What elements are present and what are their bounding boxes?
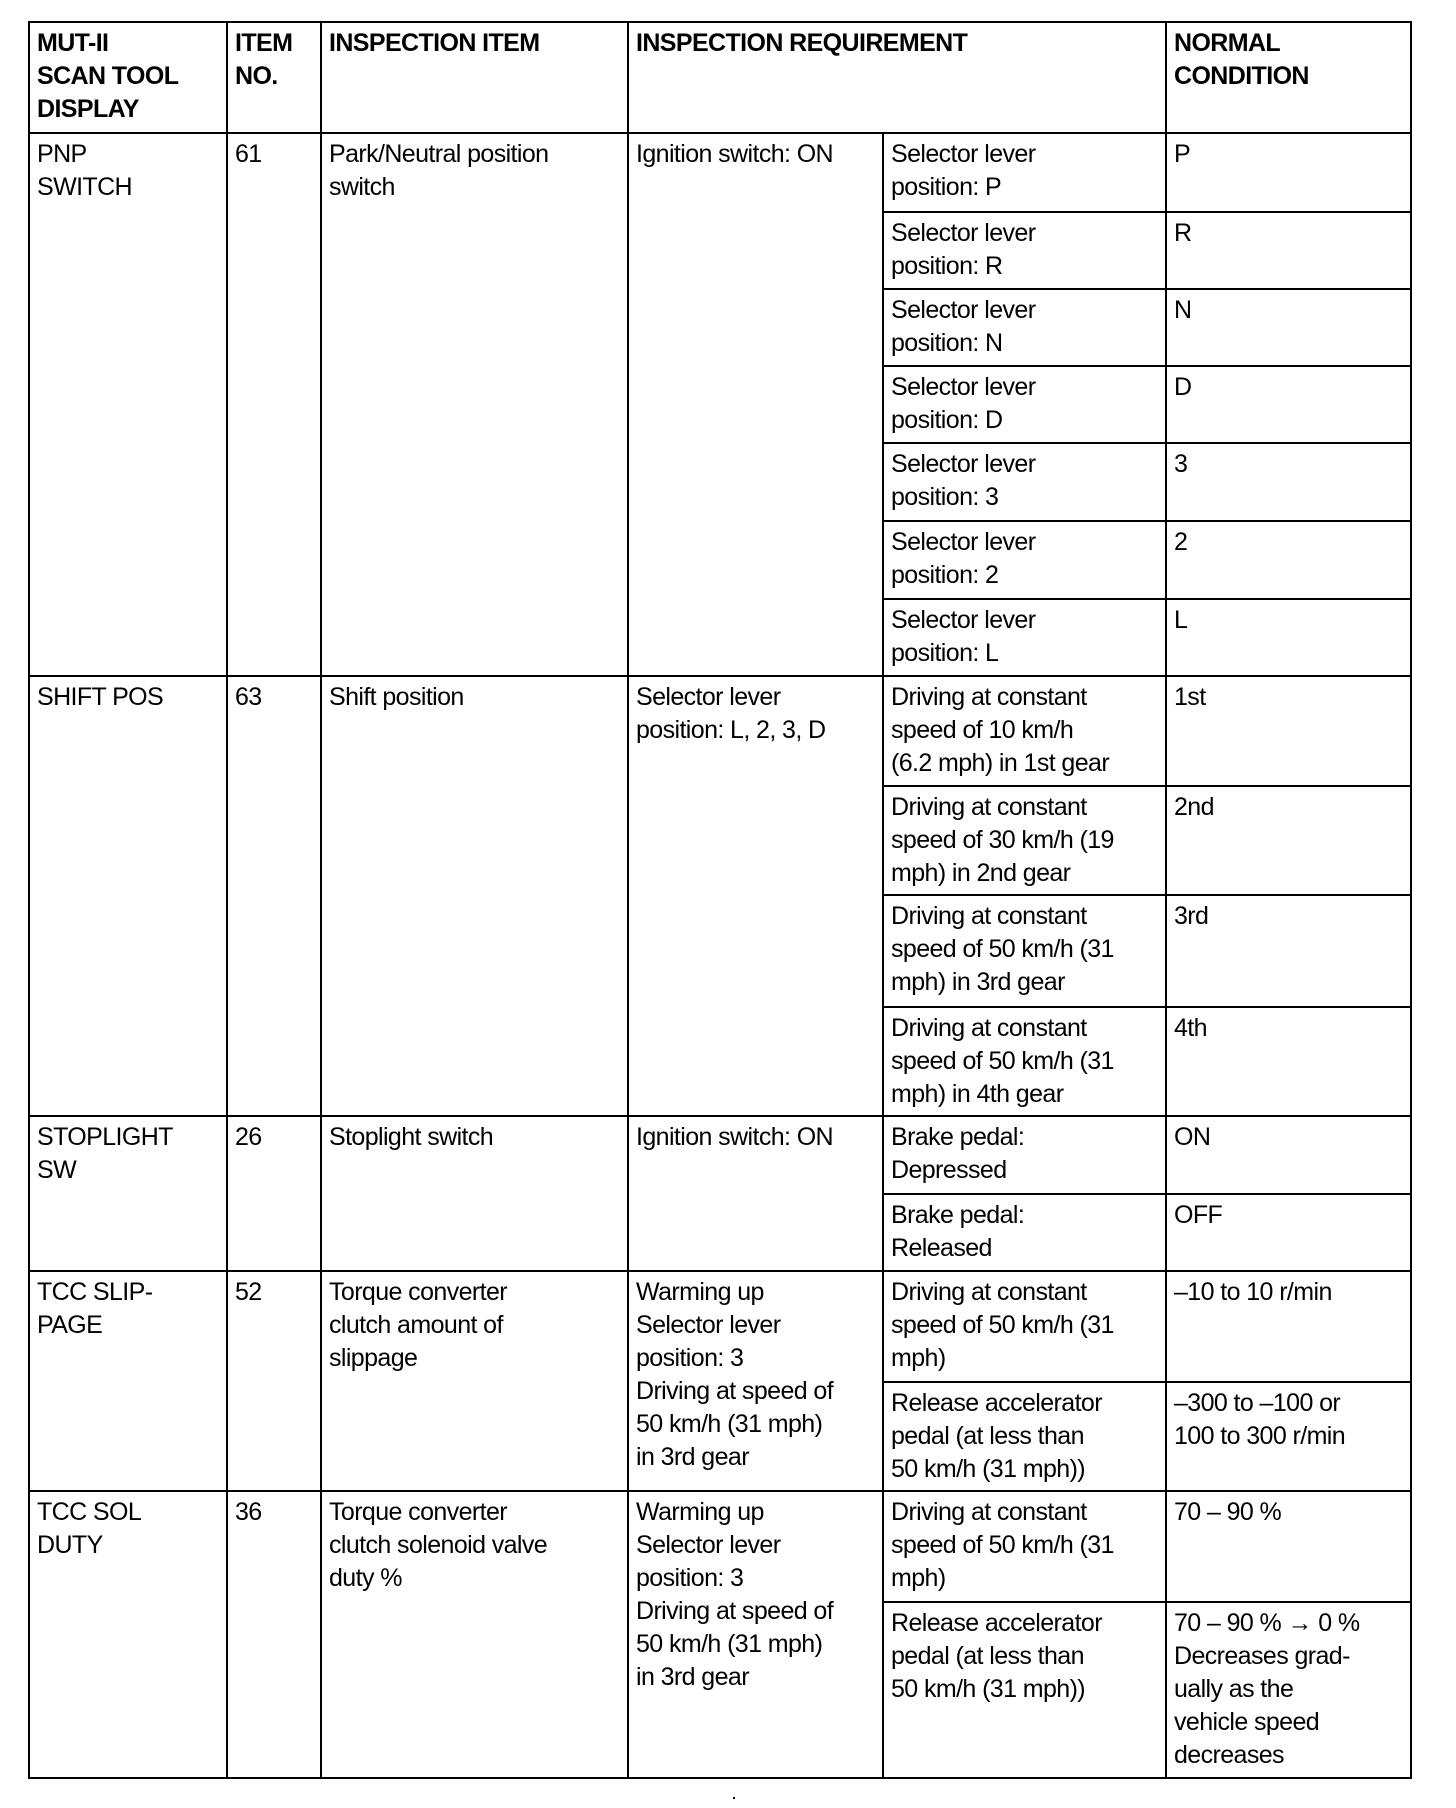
scan-tool-display-cell: PNP SWITCH [29,133,227,676]
condition-detail-cell: Driving at constant speed of 50 km/h (31 mph) in 4th gear [883,1007,1166,1116]
item-no-cell: 61 [227,133,321,676]
header-normal-condition: NORMAL CONDITION [1166,22,1411,133]
normal-condition-cell: OFF [1166,1194,1411,1271]
normal-condition-cell: –10 to 10 r/min [1166,1271,1411,1382]
header-inspection-requirement: INSPECTION REQUIREMENT [628,22,1166,133]
page-speck [733,1797,735,1799]
inspection-item-cell: Park/Neutral position switch [321,133,628,676]
scan-tool-display-cell: STOPLIGHT SW [29,1116,227,1271]
item-no-cell: 63 [227,676,321,1116]
item-no-cell: 36 [227,1491,321,1778]
normal-condition-cell: L [1166,599,1411,676]
inspection-item-cell: Torque converter clutch amount of slippage [321,1271,628,1491]
normal-condition-cell: 2nd [1166,786,1411,895]
scan-tool-display-cell: SHIFT POS [29,676,227,1116]
normal-condition-cell: R [1166,212,1411,289]
inspection-requirement-cell: Ignition switch: ON [628,1116,883,1271]
inspection-requirement-cell: Selector lever position: L, 2, 3, D [628,676,883,1116]
normal-condition-cell: 4th [1166,1007,1411,1116]
condition-detail-cell: Selector lever position: P [883,133,1166,212]
inspection-item-cell: Stoplight switch [321,1116,628,1271]
normal-condition-cell: N [1166,289,1411,366]
table-row [29,133,1411,212]
item-no-cell: 26 [227,1116,321,1271]
condition-detail-cell: Driving at constant speed of 50 km/h (31 mph) in 3rd gear [883,895,1166,1007]
table-row [29,676,1411,786]
table-row [29,1271,1411,1382]
condition-detail-cell: Selector lever position: N [883,289,1166,366]
scan-tool-display-cell: TCC SLIP- PAGE [29,1271,227,1491]
normal-condition-cell: 1st [1166,676,1411,786]
condition-detail-cell: Driving at constant speed of 10 km/h (6.2 mph) in 1st gear [883,676,1166,786]
normal-condition-cell: P [1166,133,1411,212]
condition-detail-cell: Selector lever position: R [883,212,1166,289]
header-item-no: ITEM NO. [227,22,321,133]
normal-condition-cell: D [1166,366,1411,443]
header-scan-tool-display: MUT-II SCAN TOOL DISPLAY [29,22,227,133]
table-row [29,1491,1411,1602]
condition-detail-cell: Release accelerator pedal (at less than 50 km/h (31 mph)) [883,1382,1166,1491]
condition-detail-cell: Driving at constant speed of 50 km/h (31 mph) [883,1271,1166,1382]
condition-detail-cell: Brake pedal: Depressed [883,1116,1166,1194]
condition-detail-cell: Selector lever position: L [883,599,1166,676]
condition-detail-cell: Driving at constant speed of 50 km/h (31 mph) [883,1491,1166,1602]
normal-condition-cell: ON [1166,1116,1411,1194]
condition-detail-cell: Selector lever position: 3 [883,443,1166,521]
inspection-item-cell: Torque converter clutch solenoid valve duty % [321,1491,628,1778]
condition-detail-cell: Selector lever position: D [883,366,1166,443]
normal-condition-cell: 3 [1166,443,1411,521]
inspection-table [28,21,1412,1779]
condition-detail-cell: Driving at constant speed of 30 km/h (19 mph) in 2nd gear [883,786,1166,895]
condition-detail-cell: Brake pedal: Released [883,1194,1166,1271]
header-inspection-item: INSPECTION ITEM [321,22,628,133]
inspection-requirement-cell: Warming up Selector lever position: 3 Driving at speed of 50 km/h (31 mph) in 3rd gear [628,1491,883,1778]
condition-detail-cell: Selector lever position: 2 [883,521,1166,599]
normal-condition-cell: 2 [1166,521,1411,599]
inspection-requirement-cell: Warming up Selector lever position: 3 Driving at speed of 50 km/h (31 mph) in 3rd gear [628,1271,883,1491]
normal-condition-cell: 3rd [1166,895,1411,1007]
table-row [29,1116,1411,1194]
scan-tool-display-cell: TCC SOL DUTY [29,1491,227,1778]
inspection-requirement-cell: Ignition switch: ON [628,133,883,676]
normal-condition-cell: 70 – 90 % [1166,1491,1411,1602]
normal-condition-cell: –300 to –100 or 100 to 300 r/min [1166,1382,1411,1491]
inspection-item-cell: Shift position [321,676,628,1116]
header-row [29,22,1411,133]
item-no-cell: 52 [227,1271,321,1491]
condition-detail-cell: Release accelerator pedal (at less than 50 km/h (31 mph)) [883,1602,1166,1778]
normal-condition-cell: 70 – 90 % → 0 % Decreases grad- ually as the vehicle speed decreases [1166,1602,1411,1778]
